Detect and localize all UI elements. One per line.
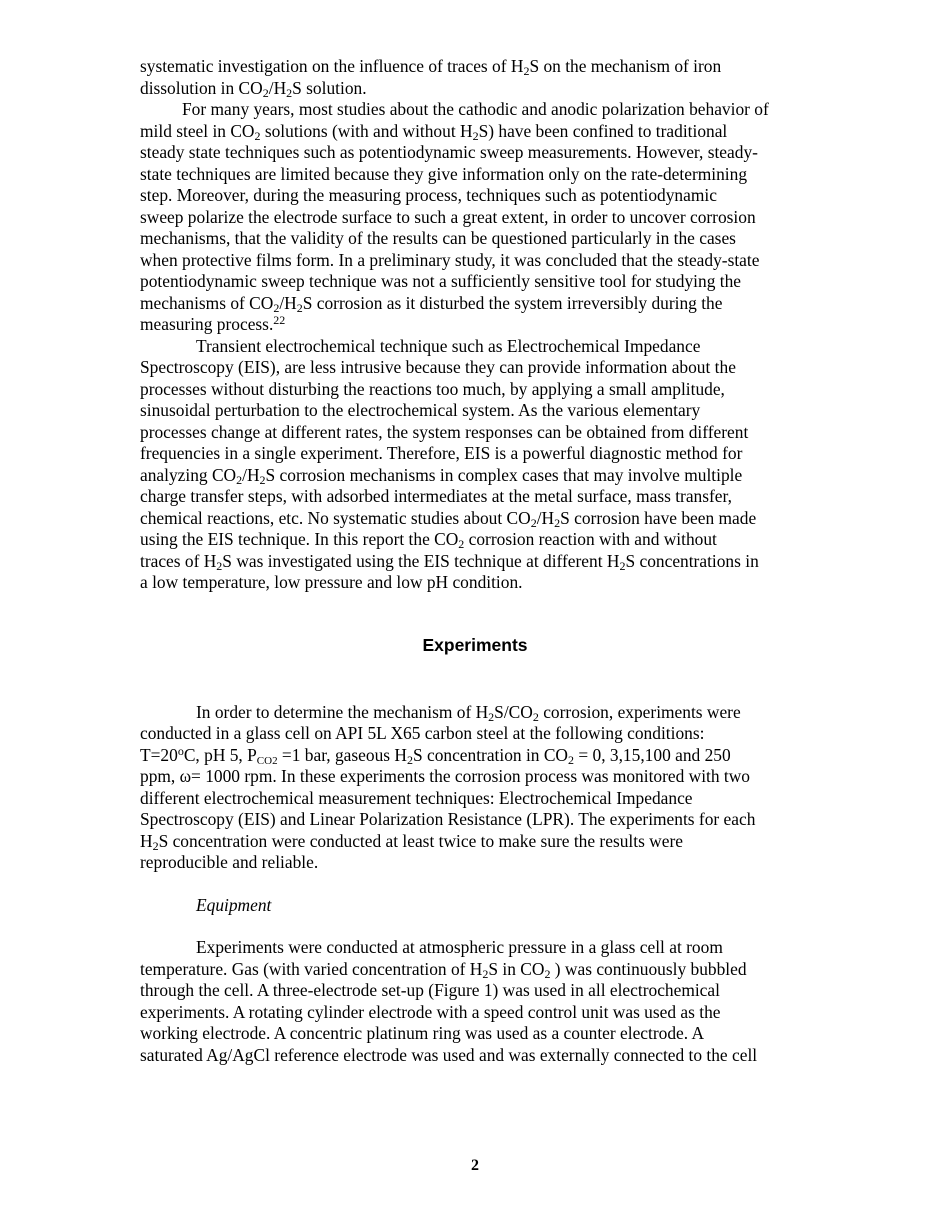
text-line: saturated Ag/AgCl reference electrode was used and was externally connected to the cell	[140, 1044, 758, 1065]
text-line: systematic investigation on the influence of traces of $H_2S$ on the mechanism of iron	[140, 56, 722, 78]
text-line: traces of $H_2S$ was investigated using the EIS technique at different $H_2S$ concentrations in	[140, 550, 759, 573]
text-line: sinusoidal perturbation to the electrochemical system. As the various elementary	[140, 400, 701, 420]
text-line: ppm, ω= 1000 rpm. In these experiments the corrosion process was monitored with two	[140, 766, 751, 786]
text-line: a low temperature, low pressure and low pH condition.	[140, 572, 523, 592]
text-line: through the cell. A three-electrode set-up (Figure 1) was used in all electrochemical	[140, 980, 720, 1000]
text-line: conducted in a glass cell on API 5L X65 carbon steel at the following conditions:	[140, 723, 705, 743]
text-line: working electrode. A concentric platinum ring was used as a counter electrode. A	[140, 1023, 705, 1043]
text-line: analyzing $CO_2/H_2S$ corrosion mechanisms in complex cases that may involve multiple	[140, 464, 743, 487]
text-line: Spectroscopy (EIS) and Linear Polarization Resistance (LPR). The experiments for each	[140, 809, 756, 829]
text-line: mechanisms of $CO_2/H_2S$ corrosion as it disturbed the system irreversibly during the	[140, 292, 723, 315]
text-line: reproducible and reliable.	[140, 852, 319, 872]
text-line: $H_2S$ concentration were conducted at least twice to make sure the results were	[140, 830, 683, 853]
section-heading-experiments: Experiments	[422, 635, 528, 655]
subsection-heading: Equipment	[196, 894, 272, 915]
text-line: dissolution in $CO_2/H_2S$ solution.	[140, 77, 367, 100]
text-line: processes change at different rates, the system responses can be obtained from different	[140, 421, 749, 442]
text-line: chemical reactions, etc. No systematic studies about $CO_2/H_2S$ corrosion have been made	[140, 507, 757, 530]
text-line: step. Moreover, during the measuring process, techniques such as potentiodynamic	[140, 185, 717, 205]
text-line: $T=20^oC$, pH 5, $P_{CO2} =1$ bar, gaseous $H_2S$ concentration in $CO_2 = 0$, 3,15,100 and 250	[140, 743, 731, 767]
paragraph-equipment	[140, 937, 820, 1066]
section-gap	[140, 916, 820, 937]
text-line: steady state techniques such as potentiodynamic sweep measurements. However, steady-	[140, 142, 758, 162]
text-line: In order to determine the mechanism of $H_2S/CO_2$ corrosion, experiments were	[196, 701, 741, 724]
paragraph-steady-state-techniques	[140, 99, 820, 336]
text-line: experiments. A rotating cylinder electrode with a speed control unit was used as the	[140, 1001, 721, 1022]
text-line: For many years, most studies about the cathodic and anodic polarization behavior of	[182, 99, 769, 119]
reference-superscript: 22	[273, 313, 286, 327]
text-line: processes without disturbing the reactions too much, by applying a small amplitude,	[140, 378, 725, 399]
page-body	[140, 56, 820, 1066]
text-line: when protective films form. In a preliminary study, it was concluded that the steady-state	[140, 249, 760, 270]
paragraph-experiment-conditions	[140, 702, 820, 874]
text-line: Transient electrochemical technique such as Electrochemical Impedance	[196, 335, 701, 356]
text-line: Experiments were conducted at atmospheric pressure in a glass cell at room	[196, 937, 723, 957]
paragraph-eis-technique	[140, 336, 820, 594]
page-number: 2	[471, 1157, 479, 1174]
text-line: potentiodynamic sweep technique was not a sufficiently sensitive tool for studying the	[140, 271, 741, 291]
text-line: sweep polarize the electrode surface to such a great extent, in order to uncover corrosion	[140, 206, 756, 227]
paragraph-intro-continuation	[140, 56, 820, 99]
text-line: mechanisms, that the validity of the results can be questioned particularly in the cases	[140, 228, 736, 248]
text-line: temperature. Gas (with varied concentration of $H_2S$ in $CO_2$ ) was continuously bubbled	[140, 958, 747, 981]
text-line: different electrochemical measurement techniques: Electrochemical Impedance	[140, 787, 693, 808]
text-line: frequencies in a single experiment. Therefore, EIS is a powerful diagnostic method for	[140, 443, 743, 463]
text-line: Spectroscopy (EIS), are less intrusive because they can provide information about the	[140, 357, 736, 377]
text-line: mild steel in $CO_2$ solutions (with and without $H_2S$) have been confined to traditional	[140, 120, 728, 143]
text-line: charge transfer steps, with adsorbed intermediates at the metal surface, mass transfer,	[140, 486, 732, 506]
text-line: state techniques are limited because they give information only on the rate-determining	[140, 163, 748, 184]
text-line: using the EIS technique. In this report the $CO_2$ corrosion reaction with and without	[140, 529, 717, 551]
section-gap	[140, 874, 820, 895]
text-line: measuring process.$^{22}$	[140, 313, 286, 334]
